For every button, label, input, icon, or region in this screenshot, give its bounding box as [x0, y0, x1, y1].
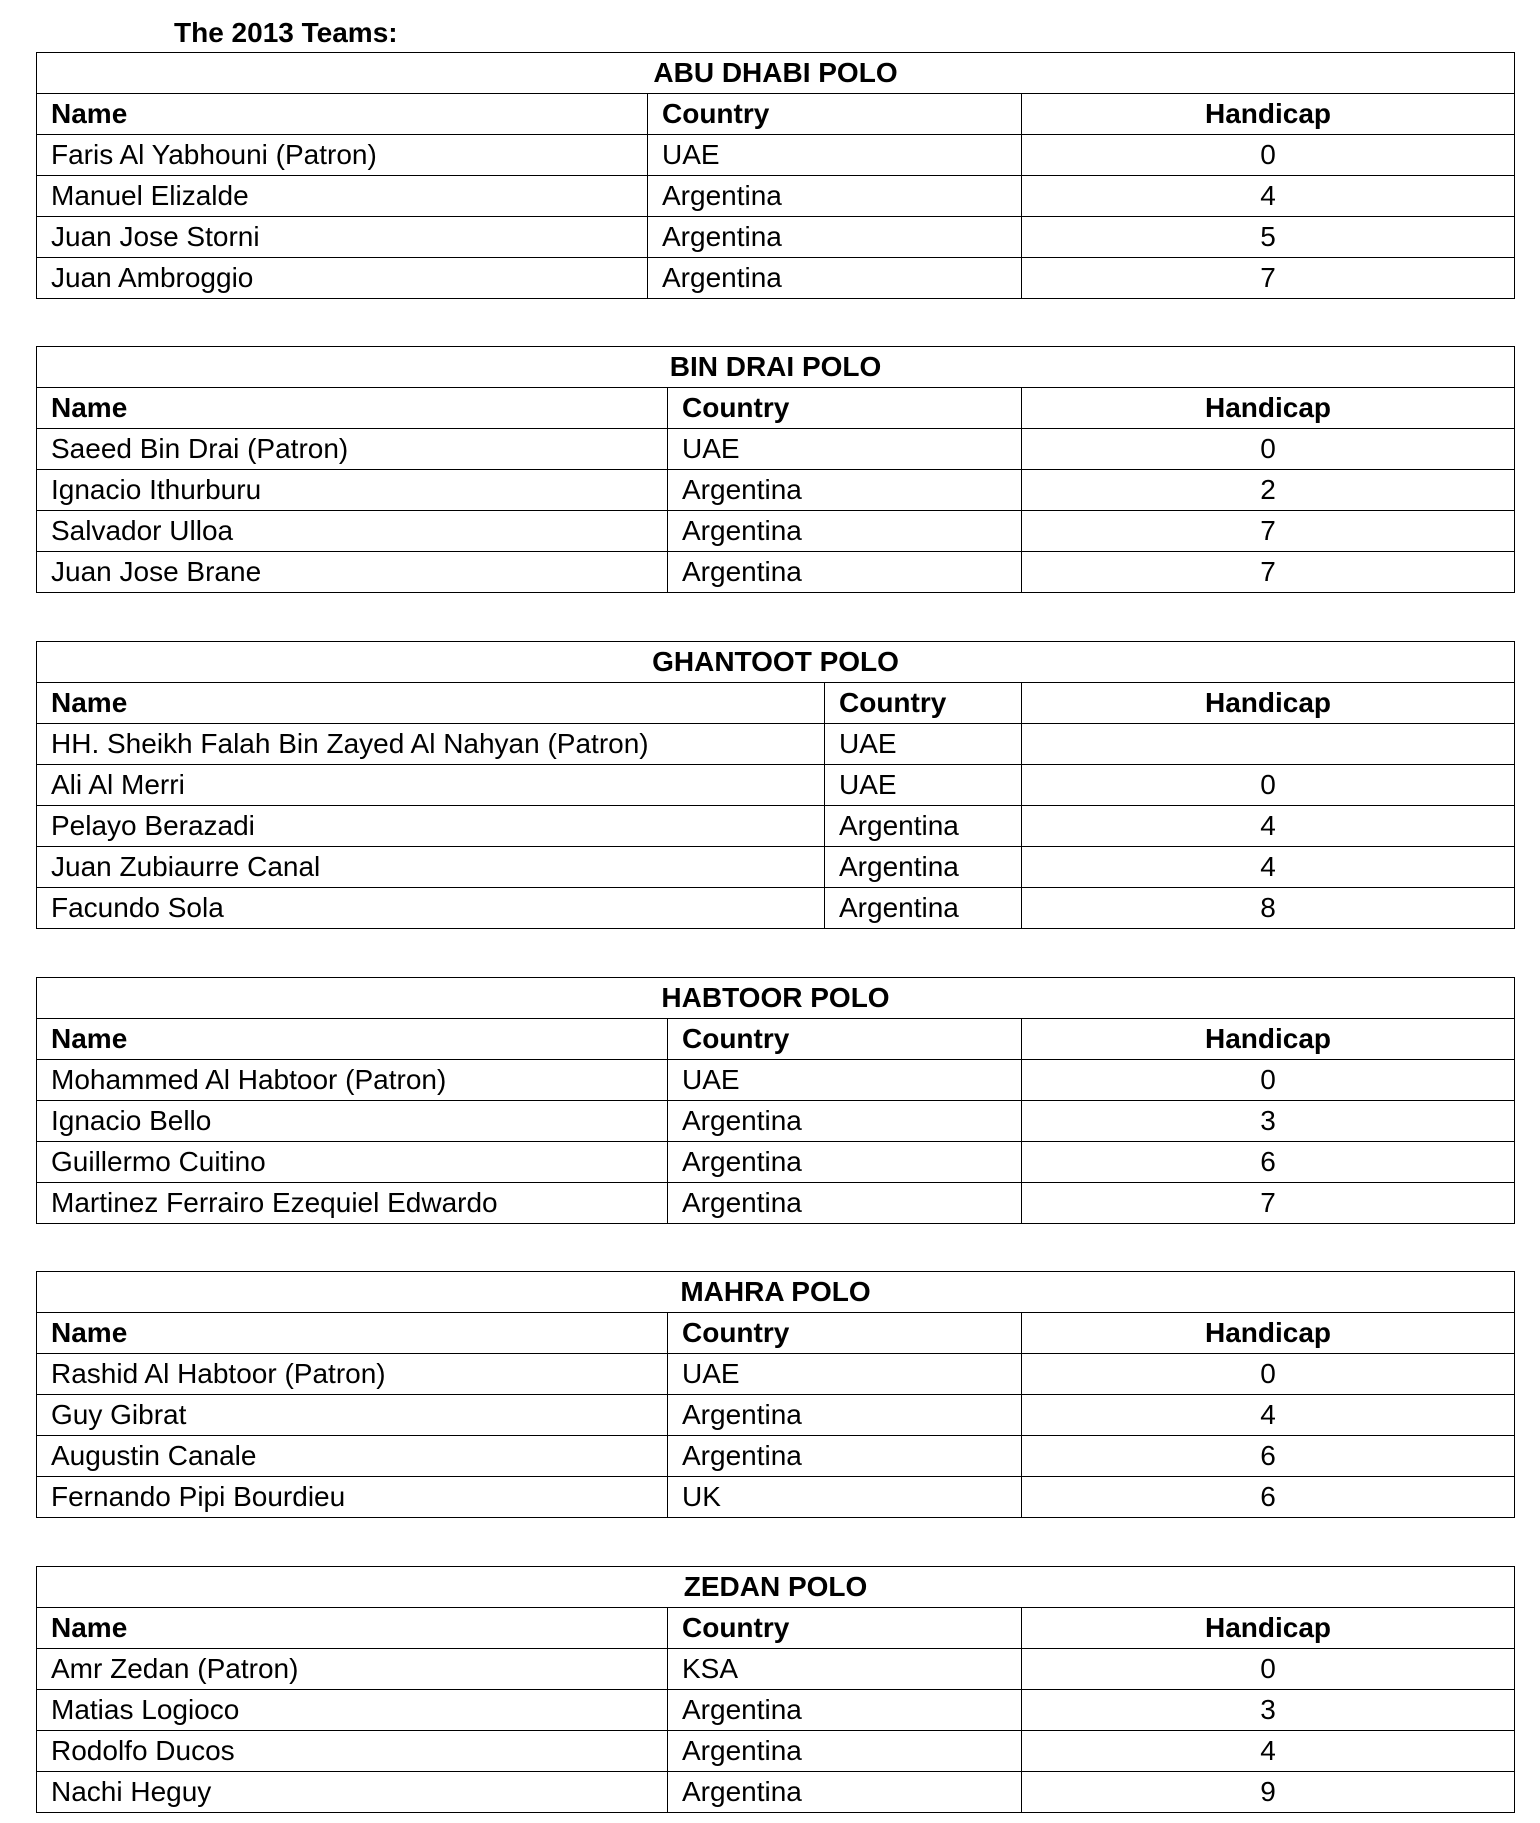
- player-row: [37, 888, 1515, 929]
- player-handicap: 7: [1022, 258, 1515, 299]
- team-title-row: [37, 1567, 1515, 1608]
- column-header-country: Country: [825, 683, 1022, 724]
- player-country: Argentina: [668, 1395, 1022, 1436]
- player-handicap: 3: [1022, 1101, 1515, 1142]
- team-table-habtoor-polo: [36, 977, 1515, 1224]
- column-header-row: [37, 683, 1515, 724]
- column-header-name: Name: [37, 94, 648, 135]
- team-title: HABTOOR POLO: [37, 978, 1515, 1019]
- team-title: ABU DHABI POLO: [37, 53, 1515, 94]
- player-country: Argentina: [668, 1142, 1022, 1183]
- player-row: [37, 511, 1515, 552]
- player-row: [37, 1436, 1515, 1477]
- player-row: [37, 1354, 1515, 1395]
- player-name: Fernando Pipi Bourdieu: [37, 1477, 668, 1518]
- player-handicap: 9: [1022, 1772, 1515, 1813]
- player-handicap: 4: [1022, 176, 1515, 217]
- player-name: Ignacio Ithurburu: [37, 470, 668, 511]
- player-country: UAE: [825, 765, 1022, 806]
- column-header-name: Name: [37, 1019, 668, 1060]
- player-name: Pelayo Berazadi: [37, 806, 825, 847]
- player-handicap: 6: [1022, 1477, 1515, 1518]
- team-title-row: [37, 347, 1515, 388]
- player-country: Argentina: [668, 1772, 1022, 1813]
- player-country: Argentina: [668, 470, 1022, 511]
- player-row: [37, 258, 1515, 299]
- column-header-handicap: Handicap: [1022, 94, 1515, 135]
- player-name: Salvador Ulloa: [37, 511, 668, 552]
- player-name: Guy Gibrat: [37, 1395, 668, 1436]
- player-handicap: 7: [1022, 552, 1515, 593]
- player-name: Martinez Ferrairo Ezequiel Edwardo: [37, 1183, 668, 1224]
- player-name: Juan Jose Brane: [37, 552, 668, 593]
- player-row: [37, 1395, 1515, 1436]
- player-row: [37, 765, 1515, 806]
- player-name: Ali Al Merri: [37, 765, 825, 806]
- player-handicap: 6: [1022, 1436, 1515, 1477]
- player-country: Argentina: [668, 1101, 1022, 1142]
- player-country: UAE: [648, 135, 1022, 176]
- team-title: GHANTOOT POLO: [37, 642, 1515, 683]
- player-name: Matias Logioco: [37, 1690, 668, 1731]
- team-title-row: [37, 53, 1515, 94]
- player-handicap: [1022, 724, 1515, 765]
- player-row: [37, 135, 1515, 176]
- column-header-name: Name: [37, 1608, 668, 1649]
- player-country: Argentina: [668, 511, 1022, 552]
- player-row: [37, 1731, 1515, 1772]
- team-title-row: [37, 1272, 1515, 1313]
- player-row: [37, 1142, 1515, 1183]
- player-name: Mohammed Al Habtoor (Patron): [37, 1060, 668, 1101]
- player-name: HH. Sheikh Falah Bin Zayed Al Nahyan (Patron): [37, 724, 825, 765]
- player-handicap: 0: [1022, 1354, 1515, 1395]
- player-name: Juan Jose Storni: [37, 217, 648, 258]
- column-header-handicap: Handicap: [1022, 1313, 1515, 1354]
- player-handicap: 3: [1022, 1690, 1515, 1731]
- player-row: [37, 1772, 1515, 1813]
- player-handicap: 4: [1022, 806, 1515, 847]
- player-name: Facundo Sola: [37, 888, 825, 929]
- player-row: [37, 1649, 1515, 1690]
- column-header-row: [37, 1608, 1515, 1649]
- player-handicap: 6: [1022, 1142, 1515, 1183]
- player-country: UAE: [668, 1354, 1022, 1395]
- column-header-country: Country: [668, 388, 1022, 429]
- column-header-row: [37, 388, 1515, 429]
- team-title: BIN DRAI POLO: [37, 347, 1515, 388]
- player-handicap: 5: [1022, 217, 1515, 258]
- player-country: Argentina: [668, 1436, 1022, 1477]
- column-header-handicap: Handicap: [1022, 388, 1515, 429]
- page-heading: The 2013 Teams:: [174, 17, 398, 48]
- player-row: [37, 470, 1515, 511]
- column-header-row: [37, 1019, 1515, 1060]
- column-header-name: Name: [37, 683, 825, 724]
- player-handicap: 4: [1022, 1395, 1515, 1436]
- player-name: Juan Zubiaurre Canal: [37, 847, 825, 888]
- player-country: Argentina: [648, 217, 1022, 258]
- player-name: Rashid Al Habtoor (Patron): [37, 1354, 668, 1395]
- player-country: UAE: [668, 1060, 1022, 1101]
- player-name: Ignacio Bello: [37, 1101, 668, 1142]
- player-row: [37, 806, 1515, 847]
- column-header-country: Country: [668, 1019, 1022, 1060]
- player-name: Faris Al Yabhouni (Patron): [37, 135, 648, 176]
- player-row: [37, 1690, 1515, 1731]
- team-title: ZEDAN POLO: [37, 1567, 1515, 1608]
- team-table-mahra-polo: [36, 1271, 1515, 1518]
- player-country: UAE: [825, 724, 1022, 765]
- player-country: Argentina: [668, 1690, 1022, 1731]
- player-handicap: 0: [1022, 1060, 1515, 1101]
- player-country: UAE: [668, 429, 1022, 470]
- player-country: Argentina: [825, 888, 1022, 929]
- player-country: Argentina: [648, 258, 1022, 299]
- player-country: Argentina: [668, 552, 1022, 593]
- player-name: Saeed Bin Drai (Patron): [37, 429, 668, 470]
- player-handicap: 0: [1022, 429, 1515, 470]
- player-country: Argentina: [668, 1183, 1022, 1224]
- player-country: Argentina: [668, 1731, 1022, 1772]
- player-row: [37, 1477, 1515, 1518]
- player-handicap: 0: [1022, 135, 1515, 176]
- player-row: [37, 217, 1515, 258]
- player-row: [37, 552, 1515, 593]
- player-row: [37, 847, 1515, 888]
- player-handicap: 7: [1022, 1183, 1515, 1224]
- player-name: Manuel Elizalde: [37, 176, 648, 217]
- player-row: [37, 1060, 1515, 1101]
- column-header-country: Country: [668, 1313, 1022, 1354]
- player-country: KSA: [668, 1649, 1022, 1690]
- player-row: [37, 724, 1515, 765]
- player-country: UK: [668, 1477, 1022, 1518]
- player-handicap: 2: [1022, 470, 1515, 511]
- player-handicap: 0: [1022, 765, 1515, 806]
- column-header-country: Country: [648, 94, 1022, 135]
- player-name: Nachi Heguy: [37, 1772, 668, 1813]
- team-table-ghantoot-polo: [36, 641, 1515, 929]
- column-header-handicap: Handicap: [1022, 683, 1515, 724]
- column-header-country: Country: [668, 1608, 1022, 1649]
- player-row: [37, 429, 1515, 470]
- team-table-bin-drai-polo: [36, 346, 1515, 593]
- column-header-name: Name: [37, 1313, 668, 1354]
- team-title: MAHRA POLO: [37, 1272, 1515, 1313]
- player-name: Guillermo Cuitino: [37, 1142, 668, 1183]
- player-handicap: 7: [1022, 511, 1515, 552]
- player-country: Argentina: [825, 806, 1022, 847]
- team-title-row: [37, 642, 1515, 683]
- column-header-handicap: Handicap: [1022, 1608, 1515, 1649]
- column-header-row: [37, 1313, 1515, 1354]
- column-header-name: Name: [37, 388, 668, 429]
- player-handicap: 8: [1022, 888, 1515, 929]
- team-table-zedan-polo: [36, 1566, 1515, 1813]
- column-header-row: [37, 94, 1515, 135]
- player-name: Rodolfo Ducos: [37, 1731, 668, 1772]
- player-country: Argentina: [825, 847, 1022, 888]
- player-name: Amr Zedan (Patron): [37, 1649, 668, 1690]
- player-name: Juan Ambroggio: [37, 258, 648, 299]
- team-table-abu-dhabi-polo: [36, 52, 1515, 299]
- player-row: [37, 1183, 1515, 1224]
- column-header-handicap: Handicap: [1022, 1019, 1515, 1060]
- team-title-row: [37, 978, 1515, 1019]
- player-handicap: 4: [1022, 847, 1515, 888]
- player-handicap: 4: [1022, 1731, 1515, 1772]
- player-name: Augustin Canale: [37, 1436, 668, 1477]
- player-row: [37, 1101, 1515, 1142]
- player-country: Argentina: [648, 176, 1022, 217]
- player-row: [37, 176, 1515, 217]
- player-handicap: 0: [1022, 1649, 1515, 1690]
